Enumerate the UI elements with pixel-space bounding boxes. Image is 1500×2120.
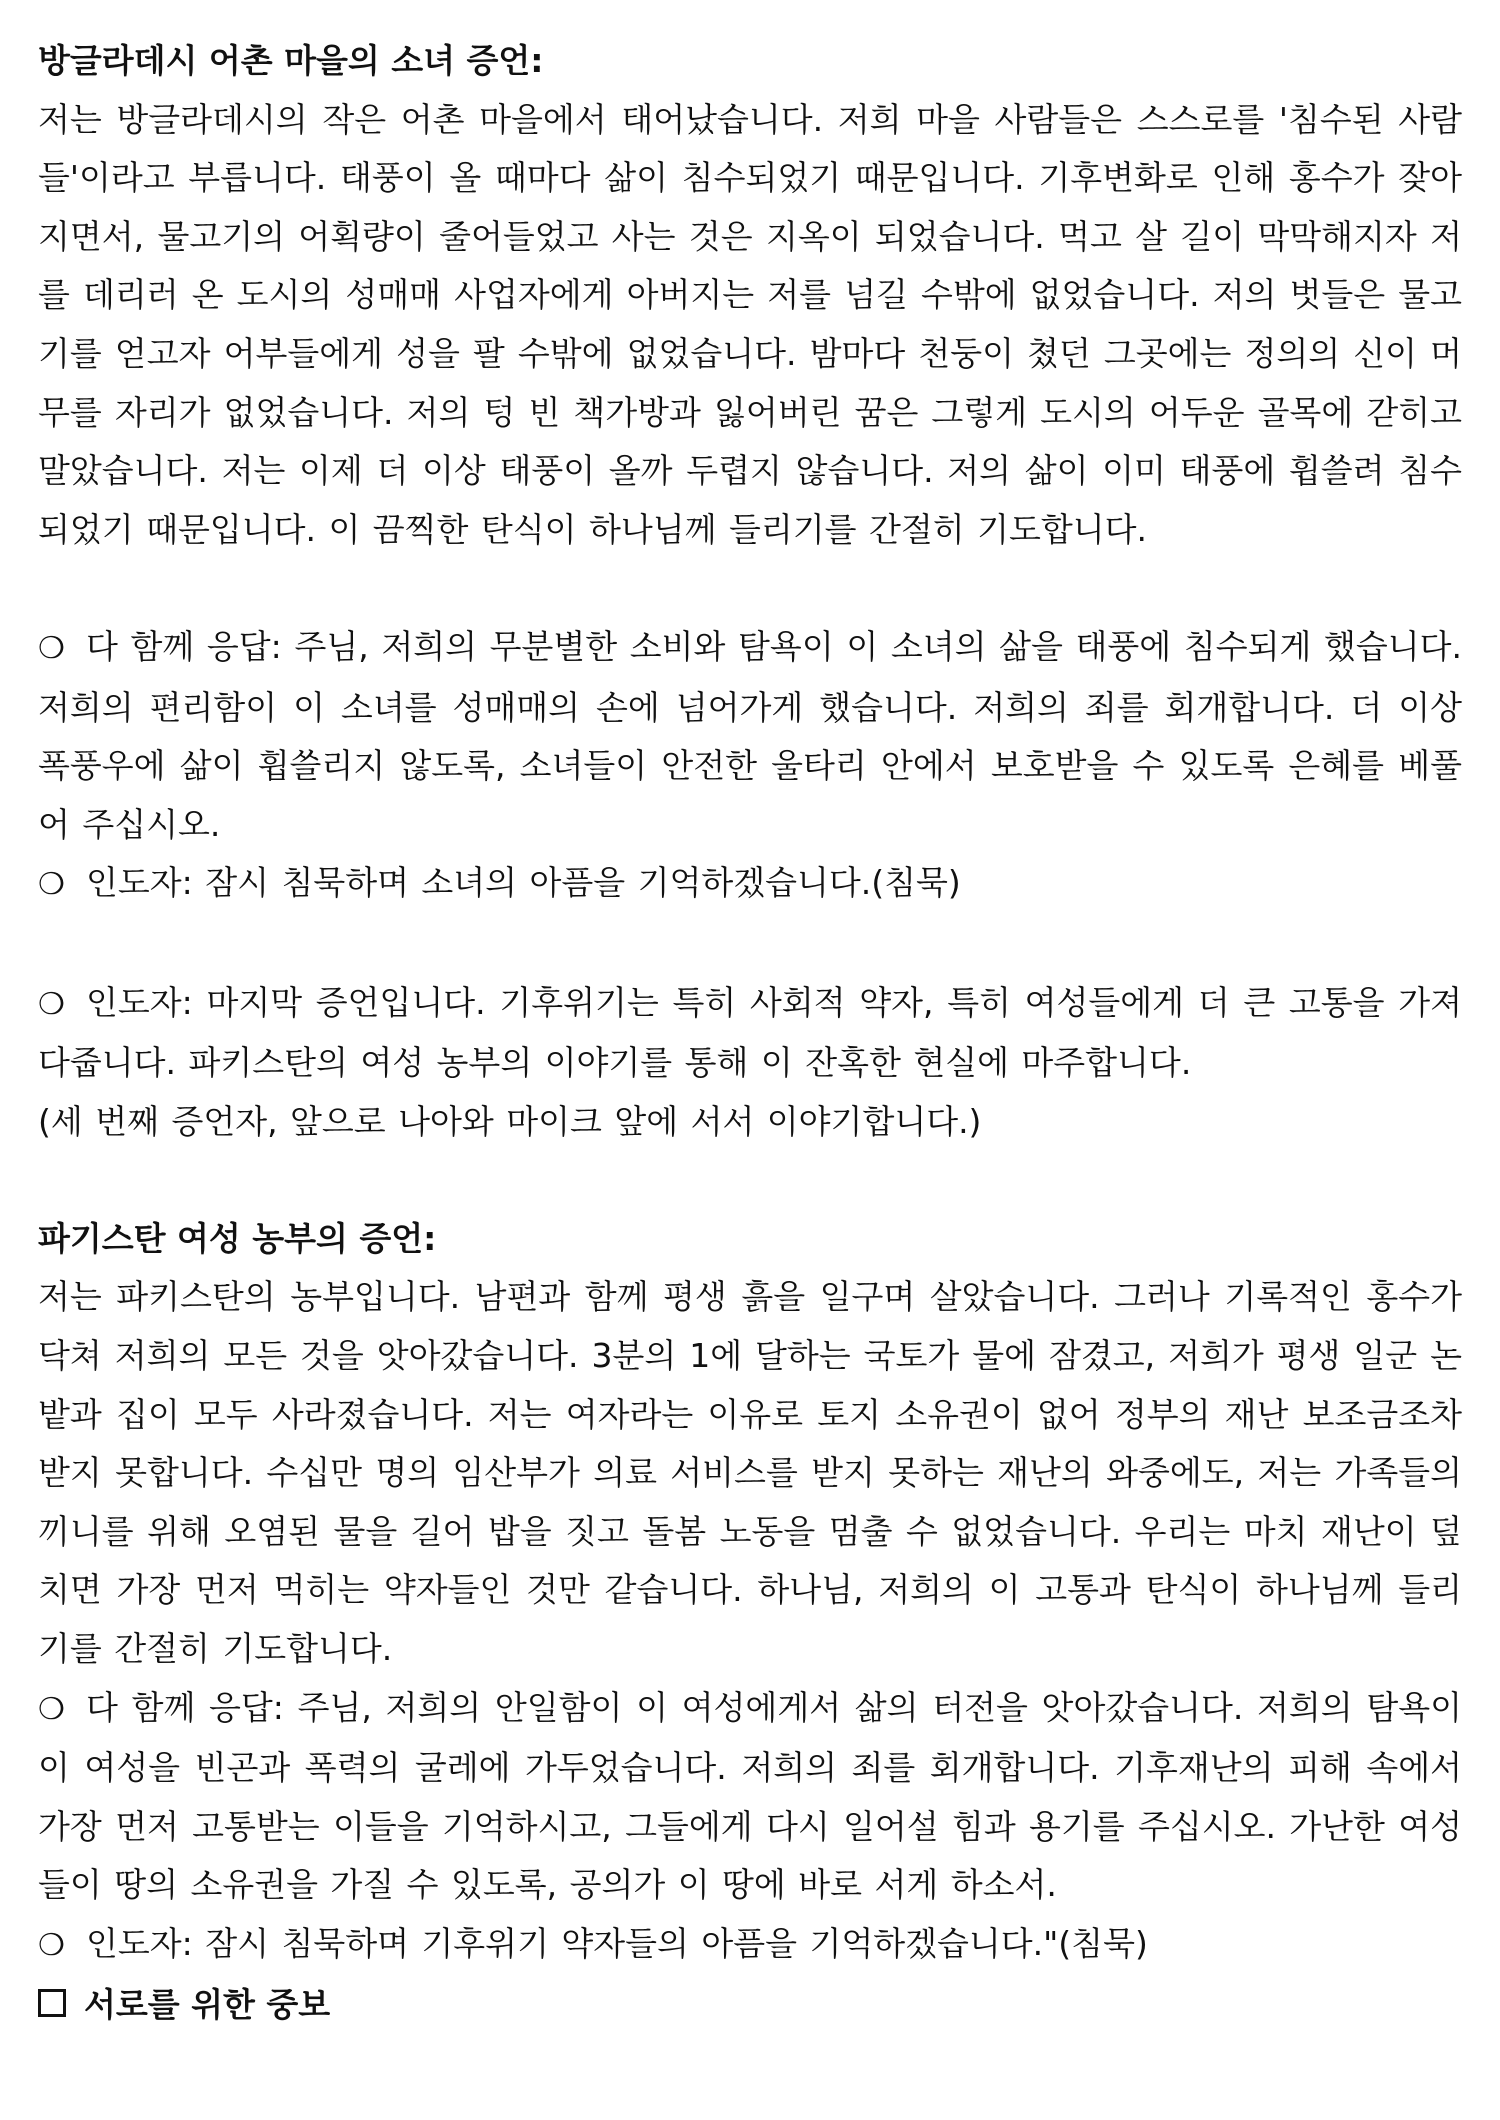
circle-bullet-icon: ❍ <box>38 630 65 666</box>
transition-leader-text: 인도자: 마지막 증언입니다. 기후위기는 특히 사회적 약자, 특히 여성들에게 더 큰 고통을 가져다줍니다. 파키스탄의 여성 농부의 이야기를 통해 이 잔혹한 현실에 마주합니다. <box>38 982 1462 1083</box>
next-section-heading <box>38 1976 1462 2035</box>
response2-leader-text: 인도자: 잠시 침묵하며 기후위기 약자들의 아픔을 기억하겠습니다."(침묵) <box>86 1924 1148 1963</box>
spacer <box>38 559 1462 618</box>
section1-testimony: 저는 방글라데시의 작은 어촌 마을에서 태어났습니다. 저희 마을 사람들은 스스로를 '침수된 사람들'이라고 부릅니다. 태풍이 올 때마다 삶이 침수되었기 때문입니다. 기후변화로 인해 홍수가 잦아지면서, 물고기의 어획량이 줄어들었고 사는 것은 지옥이 되었습니다. 먹고 살 길이 막막해지자 저를 데리러 온 도시의 성매매 사업자에게 아버지는 저를 넘길 수밖에 없었습니다. 저의 벗들은 물고기를 얻고자 어부들에게 성을 팔 수밖에 없었습니다. 밤마다 천둥이 쳤던 그곳에는 정의의 신이 머무를 자리가 없었습니다. 저의 텅 빈 책가방과 잃어버린 꿈은 그렇게 도시의 어두운 골목에 갇히고 말았습니다. 저는 이제 더 이상 태풍이 올까 두렵지 않습니다. 저의 삶이 이미 태풍에 휩쓸려 침수되었기 때문입니다. 이 끔찍한 탄식이 하나님께 들리기를 간절히 기도합니다. <box>38 99 1462 549</box>
response1-leader-text: 인도자: 잠시 침묵하며 소녀의 아픔을 기억하겠습니다.(침묵) <box>86 863 961 903</box>
document-body <box>38 32 1462 2034</box>
next-section-title: 서로를 위한 중보 <box>84 1984 331 2024</box>
section2-title: 파기스탄 여성 농부의 증언: <box>38 1218 437 1258</box>
section2-testimony: 저는 파키스탄의 농부입니다. 남편과 함께 평생 흙을 일구며 살았습니다. 그러나 기록적인 홍수가 닥쳐 저희의 모든 것을 앗아갔습니다. 3분의 1에 달하는 국토가 물에 잠겼고, 저희가 평생 일군 논밭과 집이 모두 사라졌습니다. 저는 여자라는 이유로 토지 소유권이 없어 정부의 재난 보조금조차 받지 못합니다. 수십만 명의 임산부가 의료 서비스를 받지 못하는 재난의 와중에도, 저는 가족들의 끼니를 위해 오염된 물을 길어 밥을 짓고 돌봄 노동을 멈출 수 없었습니다. 우리는 마치 재난이 덮치면 가장 먼저 먹히는 약자들인 것만 같습니다. 하나님, 저희의 이 고통과 탄식이 하나님께 들리기를 간절히 기도합니다. <box>38 1277 1462 1669</box>
response1-congregation-text: 다 함께 응답: 주님, 저희의 무분별한 소비와 탐욕이 이 소녀의 삶을 태풍에 침수되게 했습니다. 저희의 편리함이 이 소녀를 성매매의 손에 넘어가게 했습니다. 저희의 죄를 회개합니다. 더 이상 폭풍우에 삶이 휩쓸리지 않도록, 소녀들이 안전한 울타리 안에서 보호받을 수 있도록 은혜를 베풀어 주십시오. <box>38 626 1462 844</box>
circle-bullet-icon: ❍ <box>38 1928 65 1963</box>
circle-bullet-icon: ❍ <box>38 867 65 903</box>
section1-title: 방글라데시 어촌 마을의 소녀 증언: <box>38 41 544 80</box>
stage-direction: (세 번째 증언자, 앞으로 나아와 마이크 앞에 서서 이야기합니다.) <box>38 1101 982 1141</box>
transition-leader <box>38 974 1462 1093</box>
response2-congregation <box>38 1679 1462 1915</box>
spacer <box>38 915 1462 974</box>
circle-bullet-icon: ❍ <box>38 986 65 1022</box>
spacer <box>38 1151 1462 1210</box>
response2-leader <box>38 1915 1462 1976</box>
circle-bullet-icon: ❍ <box>38 1691 65 1727</box>
response1-leader <box>38 854 1462 915</box>
response1-congregation <box>38 618 1462 854</box>
response2-congregation-text: 다 함께 응답: 주님, 저희의 안일함이 이 여성에게서 삶의 터전을 앗아갔습니다. 저희의 탐욕이 이 여성을 빈곤과 폭력의 굴레에 가두었습니다. 저희의 죄를 회개합니다. 기후재난의 피해 속에서 가장 먼저 고통받는 이들을 기억하시고, 그들에게 다시 일어설 힘과 용기를 주십시오. 가난한 여성들이 땅의 소유권을 가질 수 있도록, 공의가 이 땅에 바로 서게 하소서. <box>38 1687 1462 1905</box>
square-checkbox-icon <box>38 1989 66 2017</box>
